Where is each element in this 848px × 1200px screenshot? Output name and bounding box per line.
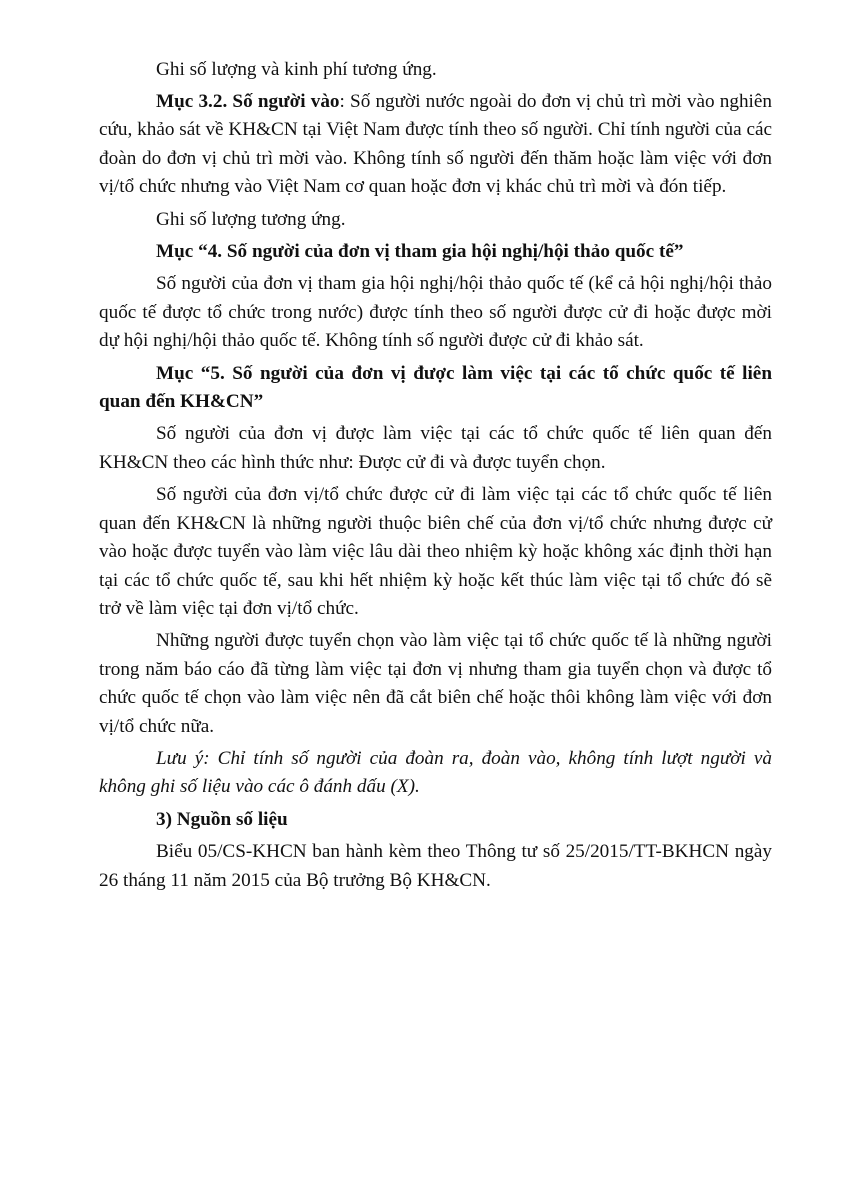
data-source-heading: 3) Nguồn số liệu	[156, 808, 288, 830]
section-3-2-text: : Số người nước ngoài do đơn vị chủ trì mời vào nghiên cứu, khảo sát về KH&CN tại Việt Nam được tính theo số người. Chỉ tính người của các đoàn do đơn vị chủ trì mời vào. Không tính số người đến thăm hoặc làm việc với đơn vị/tổ chức nhưng vào Việt Nam cơ quan hoặc đơn vị khác chủ trì mời và đón tiếp.	[99, 91, 772, 198]
paragraph-quantity-cost: Ghi số lượng và kinh phí tương ứng.	[156, 59, 437, 80]
section-4-heading: Mục “4. Số người của đơn vị tham gia hội nghị/hội thảo quốc tế”	[156, 241, 684, 263]
note-paragraph: Lưu ý: Chỉ tính số người của đoàn ra, đoàn vào, không tính lượt người và không ghi số liệu vào các ô đánh dấu (X).	[99, 747, 772, 798]
paragraph-section-5-forms: Số người của đơn vị được làm việc tại các tổ chức quốc tế liên quan đến KH&CN theo các hình thức như: Được cử đi và được tuyển chọn.	[99, 423, 772, 473]
paragraph-section-5-assigned: Số người của đơn vị/tổ chức được cử đi làm việc tại các tổ chức quốc tế liên quan đến KH&CN là những người thuộc biên chế của đơn vị/tổ chức nhưng được cử vào hoặc được tuyển vào làm việc lâu dài theo nhiệm kỳ hoặc không xác định thời hạn tại các tổ chức quốc tế, sau khi hết nhiệm kỳ hoặc kết thúc làm việc tại tổ chức đó sẽ trở về làm việc tại đơn vị/tổ chức.	[99, 484, 772, 619]
paragraph-section-3-2	[99, 88, 772, 202]
paragraph-quantity: Ghi số lượng tương ứng.	[156, 208, 346, 230]
paragraph-section-4: Số người của đơn vị tham gia hội nghị/hội thảo quốc tế (kể cả hội nghị/hội thảo quốc tế được tổ chức trong nước) được tính theo số người được cử đi hoặc được mời dự hội nghị/hội thảo quốc tế. Không tính số người được cử đi khảo sát.	[99, 273, 772, 352]
section-3-2-heading: Mục 3.2. Số người vào	[156, 91, 340, 112]
paragraph-section-5-selected: Những người được tuyển chọn vào làm việc tại tổ chức quốc tế là những người trong năm báo cáo đã từng làm việc tại đơn vị nhưng tham gia tuyển chọn và được tổ chức quốc tế chọn vào làm việc nên đã cắt biên chế hoặc thôi không làm việc với đơn vị/tổ chức nữa.	[99, 630, 772, 737]
paragraph-data-source: Biểu 05/CS-KHCN ban hành kèm theo Thông tư số 25/2015/TT-BKHCN ngày 26 tháng 11 năm 2015 của Bộ trưởng Bộ KH&CN.	[99, 841, 772, 891]
document-body	[99, 56, 772, 895]
section-5-heading: Mục “5. Số người của đơn vị được làm việc tại các tổ chức quốc tế liên quan đến KH&CN”	[99, 362, 772, 413]
